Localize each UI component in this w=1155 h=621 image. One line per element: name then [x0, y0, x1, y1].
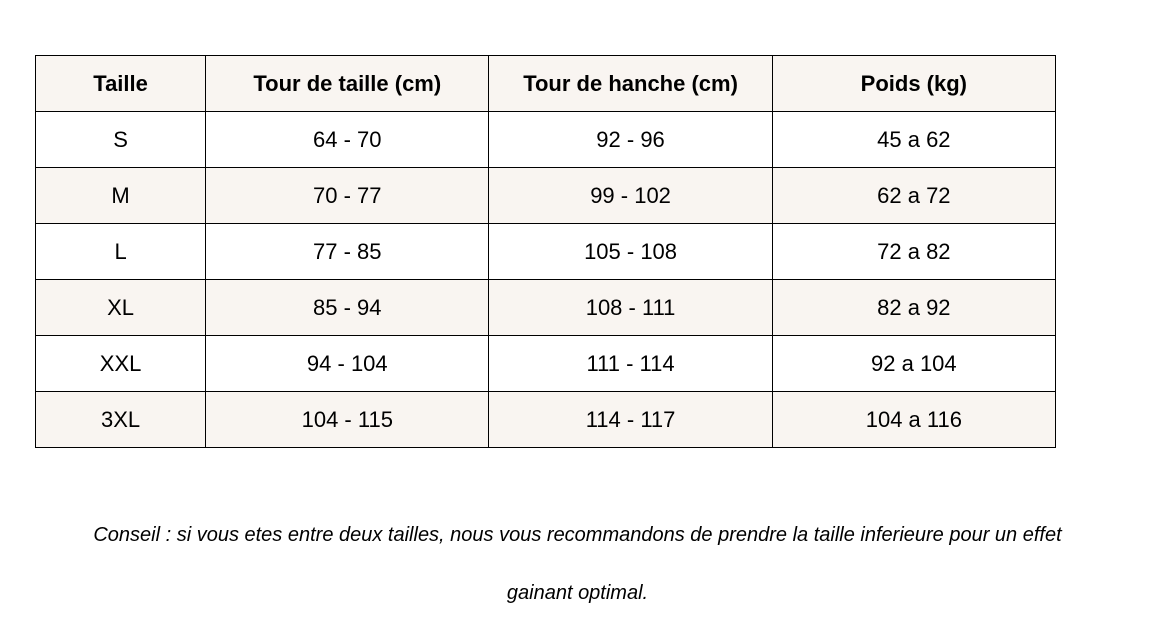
cell-size: 3XL [36, 392, 206, 448]
cell-size: M [36, 168, 206, 224]
table-row [36, 280, 1056, 336]
advice-text-line-2: gainant optimal. [506, 582, 649, 604]
table-row [36, 168, 1056, 224]
cell-hip: 114 - 117 [489, 392, 772, 448]
cell-weight: 62 a 72 [772, 168, 1055, 224]
cell-waist: 77 - 85 [206, 224, 489, 280]
cell-size: L [36, 224, 206, 280]
cell-size: XL [36, 280, 206, 336]
table-row [36, 392, 1056, 448]
cell-weight: 45 a 62 [772, 112, 1055, 168]
header-tour-de-taille: Tour de taille (cm) [206, 56, 489, 112]
cell-hip: 99 - 102 [489, 168, 772, 224]
advice-text-line-1: Conseil : si vous etes entre deux tailles, nous vous recommandons de prendre la taille inferieure pour un effet [93, 524, 1062, 546]
cell-weight: 82 a 92 [772, 280, 1055, 336]
table-row [36, 112, 1056, 168]
cell-size: XXL [36, 336, 206, 392]
cell-hip: 108 - 111 [489, 280, 772, 336]
header-tour-de-hanche: Tour de hanche (cm) [489, 56, 772, 112]
cell-weight: 104 a 116 [772, 392, 1055, 448]
cell-weight: 92 a 104 [772, 336, 1055, 392]
cell-hip: 111 - 114 [489, 336, 772, 392]
cell-waist: 104 - 115 [206, 392, 489, 448]
table-row [36, 224, 1056, 280]
cell-weight: 72 a 82 [772, 224, 1055, 280]
cell-waist: 94 - 104 [206, 336, 489, 392]
table-row [36, 336, 1056, 392]
header-poids: Poids (kg) [772, 56, 1055, 112]
cell-hip: 105 - 108 [489, 224, 772, 280]
cell-waist: 85 - 94 [206, 280, 489, 336]
cell-waist: 70 - 77 [206, 168, 489, 224]
cell-size: S [36, 112, 206, 168]
size-chart-table [35, 55, 1056, 448]
table-header-row [36, 56, 1056, 112]
cell-waist: 64 - 70 [206, 112, 489, 168]
header-taille: Taille [36, 56, 206, 112]
cell-hip: 92 - 96 [489, 112, 772, 168]
